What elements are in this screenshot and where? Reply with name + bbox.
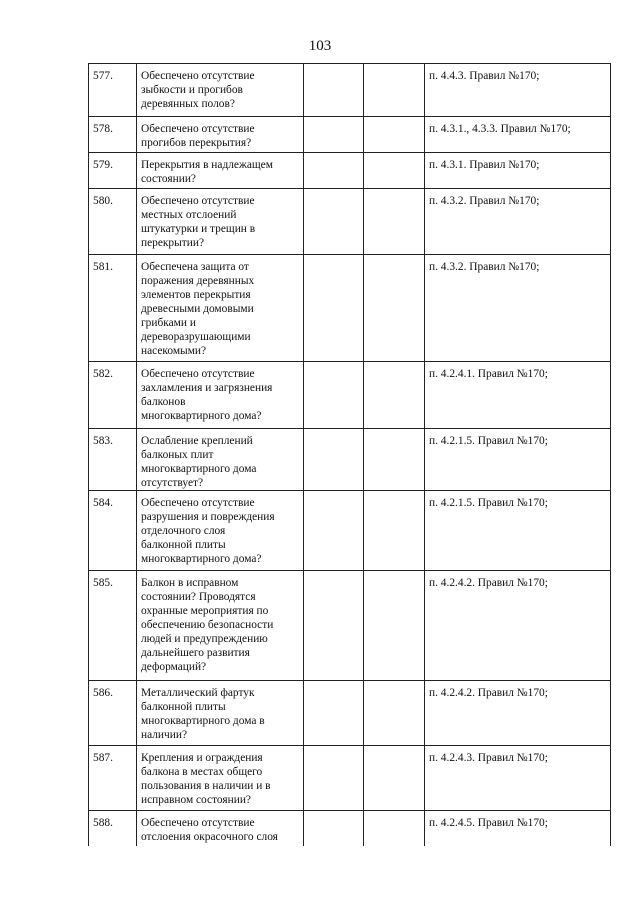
legal-reference: п. 4.2.4.5. Правил №170; — [425, 811, 611, 846]
legal-reference: п. 4.4.3. Правил №170; — [425, 64, 611, 117]
answer-no-cell — [364, 64, 425, 117]
table-row — [89, 255, 611, 362]
question-text: Обеспечено отсутствие отслоения окрасочного слоя — [137, 811, 304, 846]
question-text: Ослабление креплений балконых плит многоквартирного дома отсутствует? — [137, 429, 304, 491]
answer-no-cell — [364, 255, 425, 362]
answer-no-cell — [364, 571, 425, 681]
checklist-table — [88, 63, 611, 846]
legal-reference: п. 4.3.2. Правил №170; — [425, 189, 611, 255]
page-number: 103 — [308, 38, 332, 54]
answer-yes-cell — [304, 681, 364, 746]
table-row — [89, 189, 611, 255]
answer-yes-cell — [304, 153, 364, 189]
question-text: Балкон в исправном состоянии? Проводятся охранные мероприятия по обеспечению безопасности людей и предупреждению дальнейшего развития деформаций? — [137, 571, 304, 681]
table-row — [89, 681, 611, 746]
question-text: Обеспечено отсутствие местных отслоений штукатурки и трещин в перекрытии? — [137, 189, 304, 255]
row-number: 586. — [89, 681, 137, 746]
answer-yes-cell — [304, 117, 364, 153]
table-row — [89, 117, 611, 153]
answer-yes-cell — [304, 362, 364, 429]
answer-yes-cell — [304, 746, 364, 811]
question-text: Обеспечено отсутствие зыбкости и прогибов деревянных полов? — [137, 64, 304, 117]
row-number: 579. — [89, 153, 137, 189]
legal-reference: п. 4.2.1.5. Правил №170; — [425, 491, 611, 571]
row-number: 584. — [89, 491, 137, 571]
answer-no-cell — [364, 811, 425, 846]
legal-reference: п. 4.2.4.2. Правил №170; — [425, 681, 611, 746]
table-row — [89, 746, 611, 811]
answer-yes-cell — [304, 255, 364, 362]
table-row — [89, 64, 611, 117]
question-text: Обеспечено отсутствие разрушения и повреждения отделочного слоя балконной плиты многоквартирного дома? — [137, 491, 304, 571]
table-row — [89, 429, 611, 491]
row-number: 587. — [89, 746, 137, 811]
question-text: Перекрытия в надлежащем состоянии? — [137, 153, 304, 189]
answer-yes-cell — [304, 811, 364, 846]
answer-yes-cell — [304, 189, 364, 255]
answer-yes-cell — [304, 571, 364, 681]
inspection-checklist — [88, 63, 610, 846]
legal-reference: п. 4.3.1., 4.3.3. Правил №170; — [425, 117, 611, 153]
answer-no-cell — [364, 746, 425, 811]
answer-no-cell — [364, 117, 425, 153]
question-text: Обеспечено отсутствие прогибов перекрытия? — [137, 117, 304, 153]
table-row — [89, 811, 611, 846]
answer-yes-cell — [304, 64, 364, 117]
answer-no-cell — [364, 362, 425, 429]
row-number: 578. — [89, 117, 137, 153]
row-number: 582. — [89, 362, 137, 429]
legal-reference: п. 4.2.4.3. Правил №170; — [425, 746, 611, 811]
row-number: 583. — [89, 429, 137, 491]
answer-yes-cell — [304, 429, 364, 491]
table-row — [89, 153, 611, 189]
row-number: 585. — [89, 571, 137, 681]
legal-reference: п. 4.3.2. Правил №170; — [425, 255, 611, 362]
table-row — [89, 571, 611, 681]
legal-reference: п. 4.2.4.2. Правил №170; — [425, 571, 611, 681]
legal-reference: п. 4.3.1. Правил №170; — [425, 153, 611, 189]
answer-no-cell — [364, 429, 425, 491]
row-number: 581. — [89, 255, 137, 362]
row-number: 580. — [89, 189, 137, 255]
answer-no-cell — [364, 681, 425, 746]
question-text: Обеспечена защита от поражения деревянных элементов перекрытия древесными домовыми грибками и дереворазрушающими насекомыми? — [137, 255, 304, 362]
row-number: 577. — [89, 64, 137, 117]
table-row — [89, 491, 611, 571]
answer-no-cell — [364, 189, 425, 255]
legal-reference: п. 4.2.4.1. Правил №170; — [425, 362, 611, 429]
answer-no-cell — [364, 153, 425, 189]
question-text: Металлический фартук балконной плиты многоквартирного дома в наличии? — [137, 681, 304, 746]
answer-no-cell — [364, 491, 425, 571]
table-row — [89, 362, 611, 429]
answer-yes-cell — [304, 491, 364, 571]
legal-reference: п. 4.2.1.5. Правил №170; — [425, 429, 611, 491]
question-text: Крепления и ограждения балкона в местах общего пользования в наличии и в исправном состоянии? — [137, 746, 304, 811]
row-number: 588. — [89, 811, 137, 846]
question-text: Обеспечено отсутствие захламления и загрязнения балконов многоквартирного дома? — [137, 362, 304, 429]
